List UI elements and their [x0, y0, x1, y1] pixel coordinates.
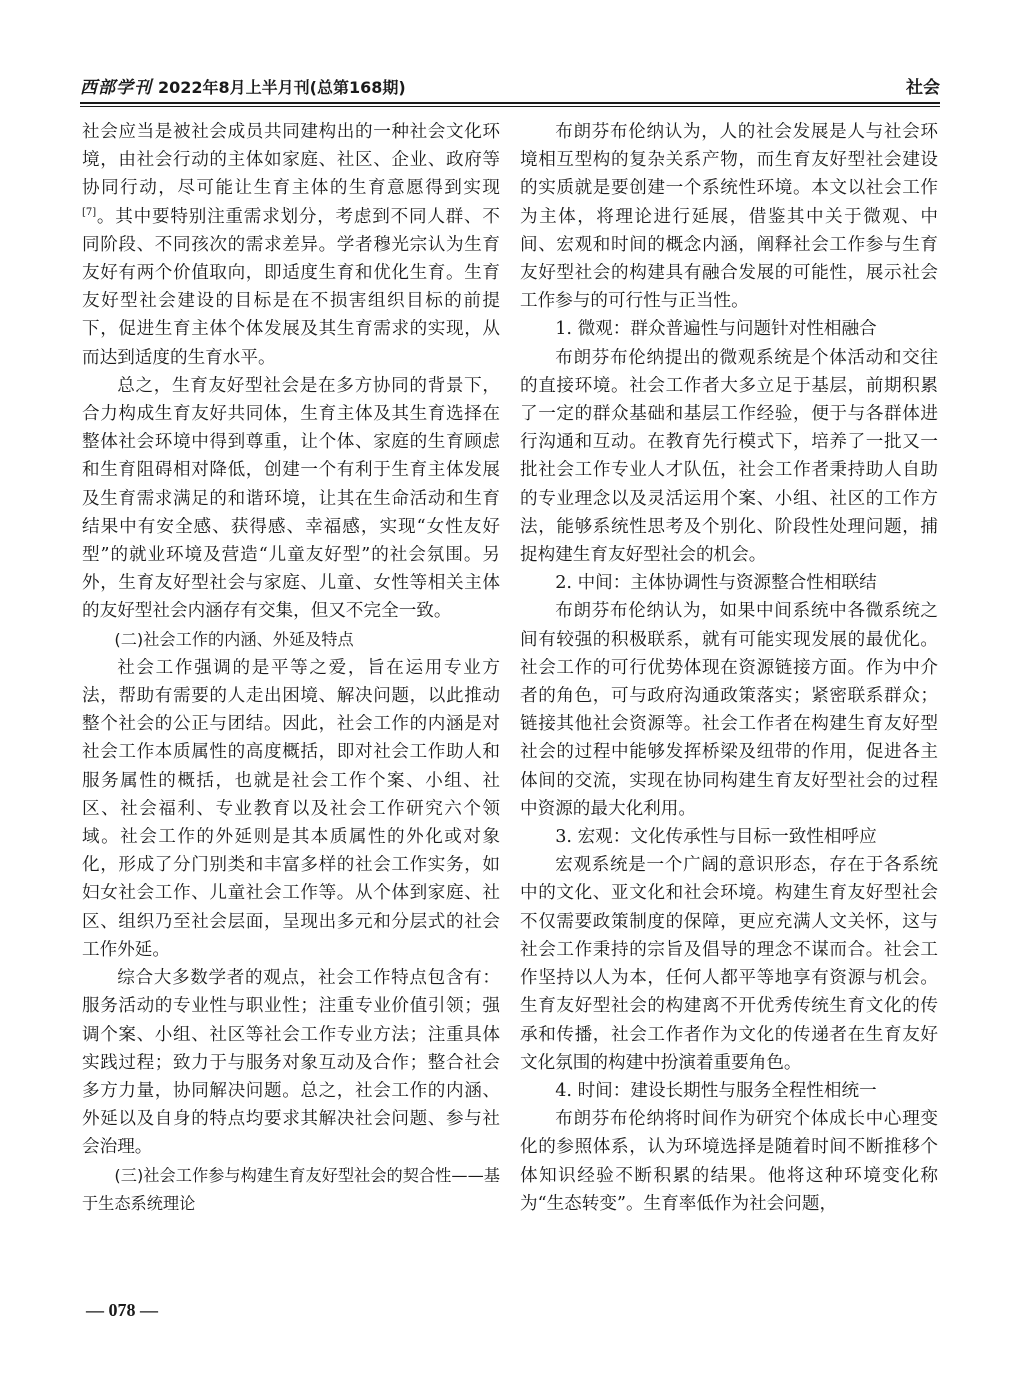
point-heading: 2. 中间：主体协调性与资源整合性相联结 — [555, 573, 877, 594]
paragraph: 社会工作强调的是平等之爱，旨在运用专业方法，帮助有需要的人走出困境、解决问题，以此推动整个社会的公正与团结。因此，社会工作的内涵是对社会工作本质属性的高度概括，即对社会工作助人和服务属性的概括，也就是社会工作个案、小组、社区、社会福利、专业教育以及社会工作研究六个领域。社会工作的外延则是其本质属性的外化或对象化，形成了分门别类和丰富多样的社会工作实务，如妇女社会工作、儿童社会工作等。从个体到家庭、社区、组织乃至社会层面，呈现出多元和分层式的社会工作外延。 — [82, 657, 500, 960]
paragraph: 布朗芬布伦纳将时间作为研究个体成长中心理变化的参照体系，认为环境选择是随着时间不断推移个体知识经验不断积累的结果。他将这种环境变化称为“生态转变”。生育率低作为社会问题， — [520, 1109, 938, 1214]
header-rule-thick — [80, 102, 940, 104]
running-header — [80, 70, 940, 100]
paragraph: 宏观系统是一个广阔的意识形态，存在于各系统中的文化、亚文化和社会环境。构建生育友好型社会不仅需要政策制度的保障，更应充满人文关怀，这与社会工作秉持的宗旨及倡导的理念不谋而合。社会工作坚持以人为本，任何人都平等地享有资源与机会。生育友好型社会的构建离不开优秀传统生育文化的传承和传播，社会工作者作为文化的传递者在生育友好文化氛围的构建中扮演着重要角色。 — [520, 855, 938, 1073]
paragraph: 布朗芬布伦纳提出的微观系统是个体活动和交往的直接环境。社会工作者大多立足于基层，前期积累了一定的群众基础和基层工作经验，便于与各群体进行沟通和互动。在教育先行模式下，培养了一批又一批社会工作专业人才队伍，社会工作者秉持助人自助的专业理念以及灵活运用个案、小组、社区的工作方法，能够系统性思考及个别化、阶段性处理问题，捕捉构建生育友好型社会的机会。 — [520, 347, 938, 566]
paragraph-text: 社会应当是被社会成员共同建构出的一种社会文化环境，由社会行动的主体如家庭、社区、企业、政府等协同行动，尽可能让生育主体的生育意愿得到实现 — [82, 122, 500, 199]
paragraph-text: 。其中要特别注重需求划分，考虑到不同人群、不同阶段、不同孩次的需求差异。学者穆光宗认为生育友好有两个价值取向，即适度生育和优化生育。生育友好型社会建设的目标是在不损害组织目标的前提下，促进生育主体个体发展及其生育需求的实现，从而达到适度的生育水平。 — [82, 206, 500, 368]
paragraph: 布朗芬布伦纳认为，人的社会发展是人与社会环境相互型构的复杂关系产物，而生育友好型社会建设的实质就是要创建一个系统性环境。本文以社会工作为主体，将理论进行延展，借鉴其中关于微观、中间、宏观和时间的概念内涵，阐释社会工作参与生育友好型社会的构建具有融合发展的可能性，展示社会工作参与的可行性与正当性。 — [520, 122, 938, 312]
point-heading: 3. 宏观：文化传承性与目标一致性相呼应 — [555, 827, 877, 848]
paragraph: 综合大多数学者的观点，社会工作特点包含有：服务活动的专业性与职业性；注重专业价值引领；强调个案、小组、社区等社会工作专业方法；注重具体实践过程；致力于与服务对象互动及合作；整合社会多方力量，协同解决问题。总之，社会工作的内涵、外延以及自身的特点均要求其解决社会问题、参与社会治理。 — [82, 968, 500, 1158]
header-rule-thin — [80, 106, 940, 107]
subsection-heading: (二)社会工作的内涵、外延及特点 — [114, 629, 354, 649]
point-heading: 4. 时间：建设长期性与服务全程性相统一 — [555, 1080, 877, 1101]
subsection-heading: (三)社会工作参与构建生育友好型社会的契合性——基于生态系统理论 — [82, 1165, 500, 1213]
left-column — [82, 118, 500, 1218]
paragraph — [82, 118, 500, 372]
paragraph: 布朗芬布伦纳认为，如果中间系统中各微系统之间有较强的积极联系，就有可能实现发展的最优化。社会工作的可行优势体现在资源链接方面。作为中介者的角色，可与政府沟通政策落实；紧密联系群众；链接其他社会资源等。社会工作者在构建生育友好型社会的过程中能够发挥桥梁及纽带的作用，促进各主体间的交流，实现在协同构建生育友好型社会的过程中资源的最大化利用。 — [520, 601, 938, 819]
journal-logo: 西部学刊 — [80, 77, 152, 98]
right-column — [520, 118, 938, 1218]
page-number: — 078 — — [86, 1300, 158, 1320]
citation-reference: [7] — [82, 206, 97, 218]
issue-info: 2022年8月上半月刊(总第168期) — [158, 77, 406, 97]
paragraph: 总之，生育友好型社会是在多方协同的背景下，合力构成生育友好共同体，生育主体及其生育选择在整体社会环境中得到尊重，让个体、家庭的生育顾虑和生育阻碍相对降低，创建一个有利于生育主体发展及生育需求满足的和谐环境，让其在生命活动和生育结果中有安全感、获得感、幸福感，实现“女性友好型”的就业环境及营造“儿童友好型”的社会氛围。另外，生育友好型社会与家庭、儿童、女性等相关主体的友好型社会内涵存有交集，但又不完全一致。 — [82, 375, 500, 622]
section-label: 社会 — [906, 77, 940, 98]
point-heading: 1. 微观：群众普遍性与问题针对性相融合 — [555, 319, 877, 340]
header-left — [80, 73, 406, 98]
